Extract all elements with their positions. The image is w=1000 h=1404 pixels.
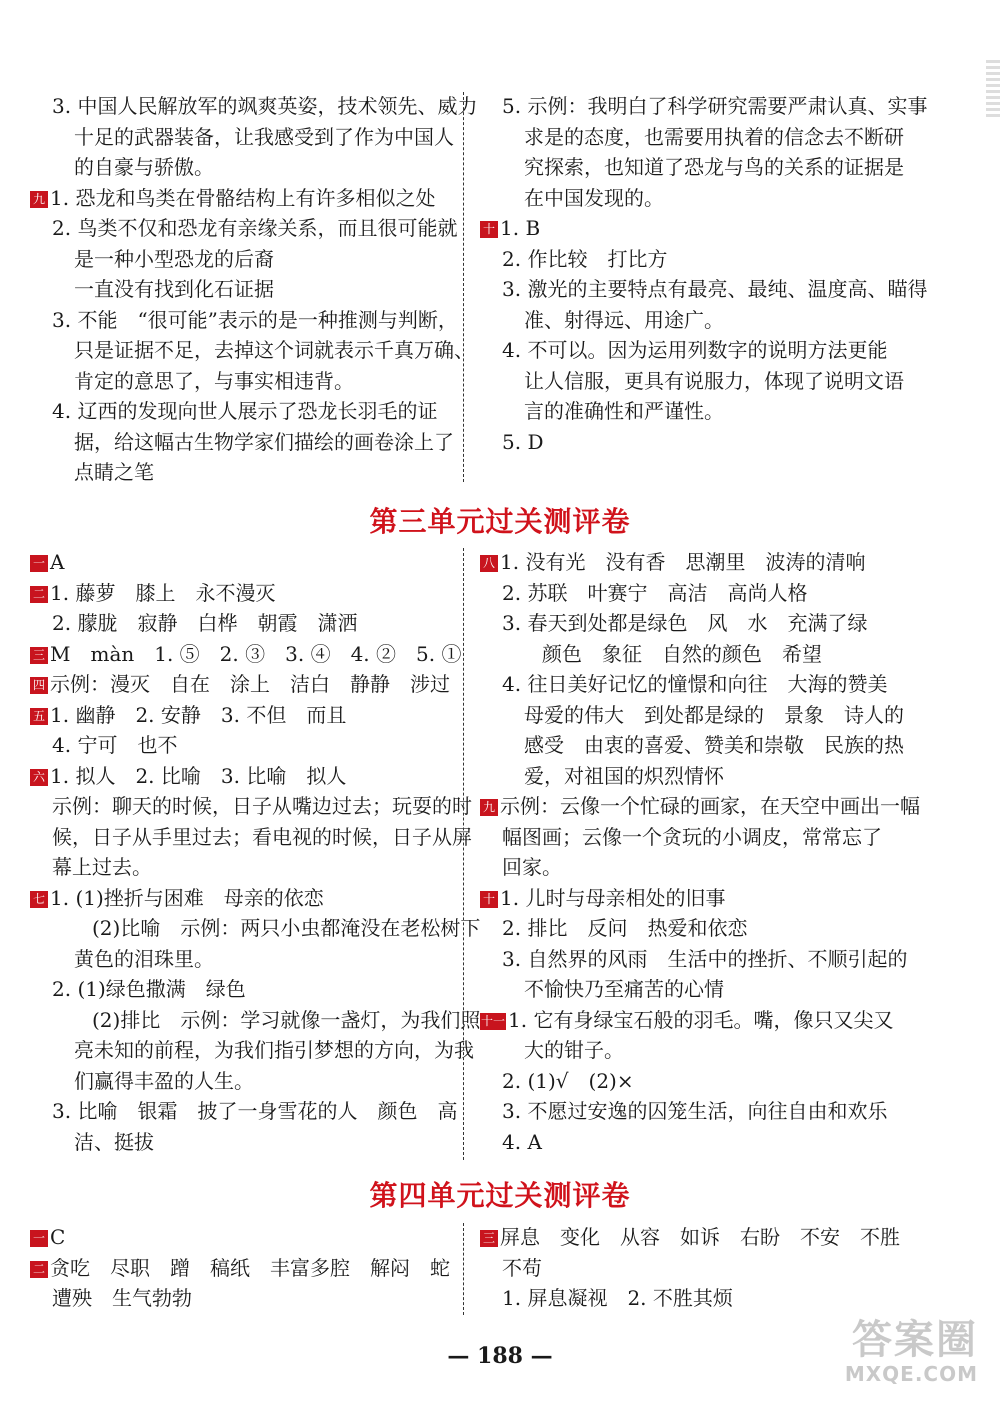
section4-title: 第四单元过关测评卷 <box>369 1179 631 1212</box>
answer-text: 4. 不可以。因为运用列数字的说明方法更能 <box>502 338 888 362</box>
question-number-marker: 一 <box>30 1230 48 1247</box>
answer-text: 3. 不愿过安逸的囚笼生活，向往自由和欢乐 <box>502 1099 888 1123</box>
answer-text: 2. 苏联 叶赛宁 高洁 高尚人格 <box>502 580 808 605</box>
answer-line <box>30 669 455 700</box>
answer-text: 1. 藤萝 膝上 永不漫灭 <box>50 580 276 605</box>
answer-text: 贪吃 尽职 蹭 稿纸 丰富多腔 解闷 蛇 <box>50 1255 450 1280</box>
answer-line <box>480 1066 910 1097</box>
answer-text: 言的准确性和严谨性。 <box>524 399 724 423</box>
answer-line <box>480 669 910 700</box>
answer-text: 4. A <box>502 1129 542 1154</box>
answer-text: 2. 朦胧 寂静 白桦 朝霞 潇洒 <box>52 611 358 635</box>
answer-line <box>480 1035 910 1066</box>
answer-line <box>480 366 910 397</box>
answer-line <box>30 1222 455 1253</box>
answer-text: 5. D <box>502 429 544 454</box>
section4-right-column <box>480 1222 910 1314</box>
answer-text: 4. 往日美好记忆的憧憬和向往 大海的赞美 <box>502 672 888 696</box>
answer-line <box>480 274 928 305</box>
answer-text: 点睛之笔 <box>74 460 154 484</box>
answer-text: A <box>50 550 65 574</box>
answer-line <box>30 974 455 1005</box>
answer-line <box>480 639 910 670</box>
answer-line <box>30 244 455 275</box>
answer-text: 3. 不能 “很可能”表示的是一种推测与判断， <box>52 307 458 332</box>
answer-text: 3. 比喻 银霜 披了一身雪花的人 颜色 高 <box>52 1099 458 1123</box>
question-number-marker: 十 <box>480 891 498 908</box>
answer-line <box>480 213 910 244</box>
answer-text: 的自豪与骄傲。 <box>74 155 214 179</box>
answer-line <box>30 1283 455 1314</box>
answer-line <box>480 944 910 975</box>
answer-line <box>480 305 910 336</box>
answer-text: 5. 示例：我明白了科学研究需要严肃认真、实事 <box>502 94 928 118</box>
answer-line <box>480 608 910 639</box>
answer-text: 1. 恐龙和鸟类在骨骼结构上有许多相似之处 <box>50 185 436 210</box>
question-number-marker: 二 <box>30 586 48 603</box>
answer-text: 1. 幽静 2. 安静 3. 不但 而且 <box>50 702 347 727</box>
watermark-logo <box>845 1318 978 1386</box>
answer-text: 1. 儿时与母亲相处的旧事 <box>500 885 726 910</box>
answer-line <box>30 791 472 822</box>
answer-line <box>30 274 455 305</box>
answer-line <box>480 152 910 183</box>
question-number-marker: 五 <box>30 708 48 725</box>
answer-text: 让人信服，更具有说服力，体现了说明文语 <box>524 368 904 393</box>
answer-line <box>30 944 455 975</box>
question-number-marker: 十 <box>480 221 498 238</box>
answer-text: 4. 辽西的发现向世人展示了恐龙长羽毛的证 <box>52 399 438 423</box>
answer-text: 究探索，也知道了恐龙与鸟的关系的证据是 <box>524 155 904 179</box>
answer-text: 1. (1)挫折与困难 母亲的依恋 <box>50 885 324 910</box>
answer-text: 在中国发现的。 <box>524 185 664 210</box>
answer-line <box>480 183 910 214</box>
question-number-marker: 一 <box>30 555 48 572</box>
answer-line <box>30 1096 458 1127</box>
answer-text: 感受 由衷的喜爱、赞美和崇敬 民族的热 <box>524 733 904 757</box>
answer-text: 2. 鸟类不仅和恐龙有亲缘关系，而且很可能就 <box>52 216 458 240</box>
answer-line <box>30 122 455 153</box>
answer-line <box>30 913 481 944</box>
answer-text: (2)比喻 示例：两只小虫都淹没在老松树下 <box>92 916 481 940</box>
answer-line <box>30 427 455 458</box>
watermark-url: MXQE.COM <box>844 1362 978 1386</box>
answer-text: 肯定的意思了，与事实相违背。 <box>74 368 354 393</box>
answer-text: 屏息 变化 从容 如诉 右盼 不安 不胜 <box>500 1225 900 1249</box>
answer-text: 幕上过去。 <box>52 855 152 879</box>
answer-line <box>30 152 455 183</box>
answer-text: 黄色的泪珠里。 <box>74 946 214 971</box>
answer-line <box>480 852 910 883</box>
answer-text: 2. 排比 反问 热爱和依恋 <box>502 916 748 940</box>
answer-text: 据，给这幅古生物学家们描绘的画卷涂上了 <box>74 429 454 454</box>
answer-text: 十足的武器装备，让我感受到了作为中国人 <box>74 124 454 149</box>
column-divider-section3 <box>463 548 464 1160</box>
answer-line <box>480 335 910 366</box>
section3-left-column <box>30 547 481 1157</box>
answer-text: 1. 屏息凝视 2. 不胜其烦 <box>502 1286 733 1310</box>
answer-line <box>30 822 472 853</box>
answer-line <box>30 883 455 914</box>
answer-text: 候，日子从手里过去；看电视的时候，日子从屏 <box>52 824 472 849</box>
answer-text: 准、射得远、用途广。 <box>524 307 724 332</box>
answer-text: 大的钳子。 <box>524 1038 624 1062</box>
answer-line <box>30 1253 455 1284</box>
question-number-marker: 三 <box>480 1230 498 1247</box>
answer-text: 1. 它有身绿宝石般的羽毛。嘴，像只又尖又 <box>508 1007 894 1032</box>
question-number-marker: 三 <box>30 647 48 664</box>
answer-line <box>480 822 910 853</box>
answer-line <box>30 700 455 731</box>
answer-text: M màn 1. ⑤ 2. ③ 3. ④ 4. ② 5. ① <box>50 641 462 666</box>
answer-line <box>480 913 910 944</box>
answer-text: 3. 自然界的风雨 生活中的挫折、不顺引起的 <box>502 946 908 971</box>
answer-text: 1. B <box>500 216 541 240</box>
answer-line <box>480 1222 910 1253</box>
answer-text: 不苟 <box>502 1255 542 1280</box>
answer-line <box>480 396 910 427</box>
question-number-marker: 八 <box>480 555 498 572</box>
answer-line <box>480 122 910 153</box>
question-number-marker: 七 <box>30 891 48 908</box>
question-number-marker: 九 <box>30 191 48 208</box>
answer-line <box>30 1005 481 1036</box>
answer-line <box>30 761 455 792</box>
answer-line <box>30 305 458 336</box>
answer-text: 不愉快乃至痛苦的心情 <box>524 977 724 1001</box>
top-left-column <box>30 91 478 488</box>
answer-line <box>480 547 910 578</box>
question-number-marker: 十一 <box>480 1013 505 1028</box>
answer-line <box>480 1127 910 1158</box>
question-number-marker: 六 <box>30 769 48 786</box>
answer-text: (2)排比 示例：学习就像一盏灯，为我们照 <box>92 1007 481 1032</box>
answer-line <box>30 1127 455 1158</box>
answer-line <box>480 761 910 792</box>
answer-text: 爱，对祖国的炽烈情怀 <box>524 763 724 788</box>
answer-text: 1. 拟人 2. 比喻 3. 比喻 拟人 <box>50 763 347 788</box>
answer-line <box>480 700 910 731</box>
answer-text: 们赢得丰盈的人生。 <box>74 1068 254 1093</box>
answer-line <box>30 639 462 670</box>
question-number-marker: 二 <box>30 1261 48 1278</box>
answer-text: 3. 中国人民解放军的飒爽英姿，技术领先、威力 <box>52 94 478 118</box>
answer-text: 颜色 象征 自然的颜色 希望 <box>542 641 822 666</box>
answer-text: C <box>50 1225 66 1249</box>
answer-line <box>480 1096 910 1127</box>
answer-line <box>30 457 455 488</box>
answer-text: 3. 春天到处都是绿色 风 水 充满了绿 <box>502 611 868 635</box>
answer-line <box>30 1066 455 1097</box>
section4-left-column <box>30 1222 455 1314</box>
answer-text: 3. 激光的主要特点有最亮、最纯、温度高、瞄得 <box>502 277 928 301</box>
page-edge <box>986 60 1000 120</box>
answer-line <box>30 578 455 609</box>
answer-text: 遭殃 生气勃勃 <box>52 1286 192 1310</box>
answer-line <box>30 213 458 244</box>
answer-text: 2. 作比较 打比方 <box>502 246 668 271</box>
answer-text: 母爱的伟大 到处都是绿的 景象 诗人的 <box>524 702 904 727</box>
answer-line <box>480 791 920 822</box>
answer-line <box>480 974 910 1005</box>
answer-text: 示例：云像一个忙碌的画家，在天空中画出一幅 <box>500 794 920 818</box>
section3-right-column <box>480 547 920 1157</box>
answer-line <box>480 730 910 761</box>
answer-line <box>480 1283 910 1314</box>
answer-line <box>30 547 455 578</box>
answer-line <box>480 244 910 275</box>
answer-line <box>480 1253 910 1284</box>
answer-line <box>30 852 455 883</box>
answer-text: 一直没有找到化石证据 <box>74 277 274 301</box>
answer-text: 4. 宁可 也不 <box>52 733 178 757</box>
answer-text: 求是的态度，也需要用执着的信念去不断研 <box>524 124 904 149</box>
answer-line <box>30 183 455 214</box>
answer-text: 亮未知的前程，为我们指引梦想的方向，为我 <box>74 1038 474 1062</box>
answer-line <box>480 578 910 609</box>
answer-text: 1. 没有光 没有香 思潮里 波涛的清响 <box>500 550 866 574</box>
answer-text: 洁、挺拔 <box>74 1129 154 1154</box>
answer-text: 只是证据不足，去掉这个词就表示千真万确、 <box>74 338 474 362</box>
answer-text: 示例：聊天的时候，日子从嘴边过去；玩耍的时 <box>52 794 472 818</box>
answer-line <box>480 883 910 914</box>
answer-line <box>480 427 910 458</box>
answer-line <box>30 366 455 397</box>
answer-text: 2. (1)绿色撒满 绿色 <box>52 977 246 1001</box>
answer-line <box>480 91 928 122</box>
page-number: — 188 — <box>447 1343 553 1369</box>
watermark-text: 答案圈 <box>852 1317 978 1363</box>
answer-line <box>30 608 455 639</box>
column-divider-section4 <box>463 1223 464 1315</box>
answer-line <box>30 396 455 427</box>
answer-text: 回家。 <box>502 855 562 879</box>
question-number-marker: 九 <box>480 799 498 816</box>
answer-text: 幅图画；云像一个贪玩的小调皮，常常忘了 <box>502 824 882 849</box>
answer-line <box>30 1035 474 1066</box>
answer-line <box>30 91 478 122</box>
answer-text: 2. (1)√ (2)× <box>502 1068 634 1093</box>
column-divider-top <box>463 92 464 482</box>
answer-text: 示例：漫灭 自在 涂上 洁白 静静 涉过 <box>50 672 450 696</box>
answer-text: 是一种小型恐龙的后裔 <box>74 246 274 271</box>
top-right-column <box>480 91 928 457</box>
question-number-marker: 四 <box>30 677 48 694</box>
section3-title: 第三单元过关测评卷 <box>369 505 631 538</box>
answer-line <box>480 1005 910 1036</box>
answer-line <box>30 730 455 761</box>
answer-line <box>30 335 474 366</box>
